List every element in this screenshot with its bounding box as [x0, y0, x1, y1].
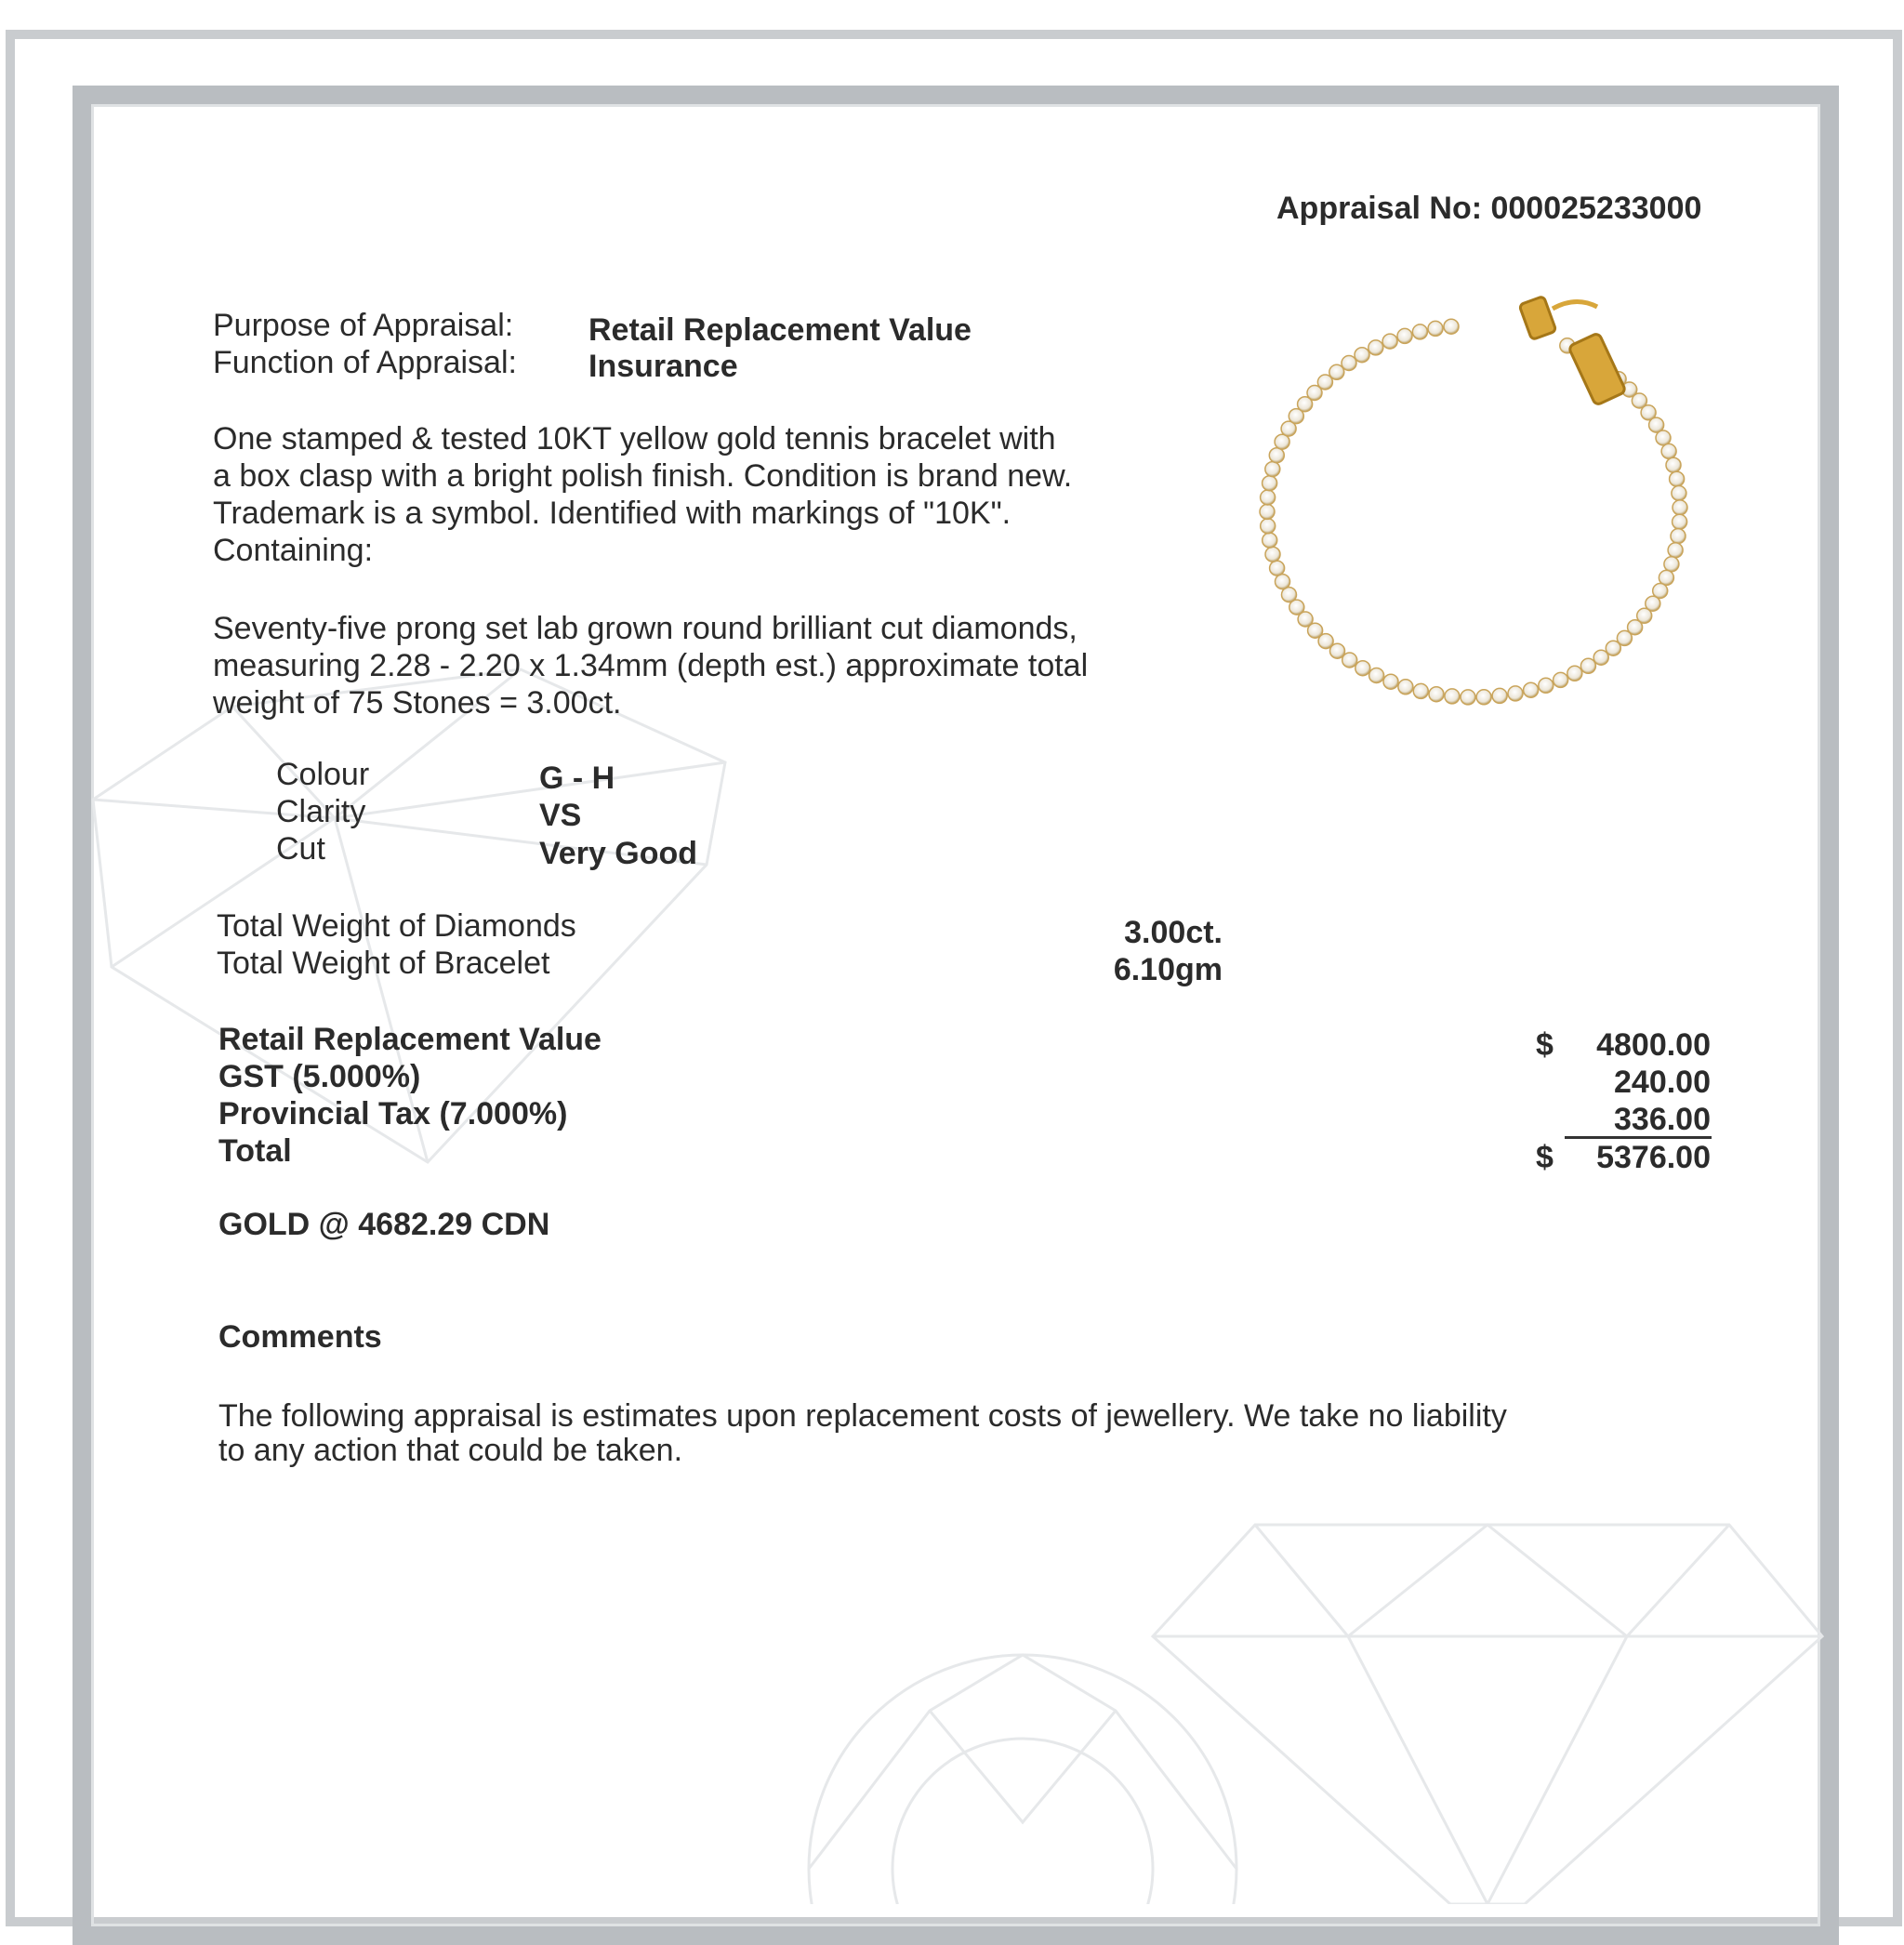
price-value-provincial-tax: 336.00 [1614, 1102, 1711, 1137]
bracelet-stone [1342, 356, 1356, 371]
comments-line: to any action that could be taken. [218, 1433, 683, 1468]
bracelet-stone [1671, 529, 1686, 544]
grading-label-cut: Cut [276, 831, 325, 867]
grading-label-clarity: Clarity [276, 794, 366, 829]
diamonds-line: weight of 75 Stones = 3.00ct. [213, 685, 622, 721]
bracelet-stone [1670, 471, 1685, 486]
bracelet-stone [1368, 340, 1383, 355]
weight-value-diamonds: 3.00ct. [1124, 915, 1223, 950]
bracelet-stone [1508, 686, 1523, 701]
bracelet-stone [1265, 462, 1280, 477]
diamonds-line: measuring 2.28 - 2.20 x 1.34mm (depth est.) approximate total [213, 648, 1089, 683]
bracelet-stone [1580, 658, 1595, 673]
bracelet-stone [1445, 689, 1460, 704]
comments-heading: Comments [218, 1319, 382, 1355]
bracelet-stone [1413, 683, 1428, 698]
bracelet-stone [1461, 690, 1475, 705]
bracelet-stone [1539, 678, 1554, 693]
price-value-retail: 4800.00 [1596, 1027, 1711, 1063]
grading-value-clarity: VS [539, 798, 582, 833]
function-value: Insurance [588, 349, 738, 384]
bracelet-stone [1668, 543, 1683, 558]
watermark-diamond-round [809, 1655, 1236, 1904]
bracelet-stone [1260, 504, 1275, 519]
bracelet-stone [1369, 668, 1384, 683]
price-currency-retail: $ [1536, 1027, 1554, 1063]
bracelet-stone [1265, 547, 1280, 562]
bracelet-stone [1524, 682, 1539, 697]
bracelet-stone [1656, 430, 1671, 445]
bracelet-stone [1355, 661, 1370, 676]
bracelet-stone [1263, 476, 1277, 491]
description-line: Containing: [213, 533, 374, 568]
bracelet-stone [1554, 672, 1568, 687]
bracelet-stone [1444, 319, 1459, 334]
description-line: a box clasp with a bright polish finish. Condition is brand new. [213, 458, 1073, 494]
bracelet-stone [1673, 514, 1687, 529]
purpose-label: Purpose of Appraisal: [213, 308, 514, 343]
diamonds-description [213, 610, 1143, 721]
bracelet-stone [1567, 666, 1582, 681]
comments-line: The following appraisal is estimates upon replacement costs of jewellery. We take no liability [218, 1398, 1507, 1434]
bracelet-stone [1666, 457, 1681, 472]
grading-value-colour: G - H [539, 761, 615, 796]
purpose-value: Retail Replacement Value [588, 312, 972, 348]
bracelet-stone [1355, 348, 1369, 363]
grading-value-cut: Very Good [539, 836, 698, 871]
price-label-gst: GST (5.000%) [218, 1059, 421, 1094]
bracelet-stone [1261, 490, 1276, 505]
weight-label-bracelet: Total Weight of Bracelet [217, 946, 550, 981]
price-value-total: 5376.00 [1596, 1140, 1711, 1175]
price-label-total: Total [218, 1133, 292, 1169]
appraisal-number: Appraisal No: 000025233000 [1276, 191, 1702, 226]
bracelet-stone [1261, 519, 1276, 534]
box-clasp [1519, 296, 1626, 405]
bracelet-stone [1673, 500, 1687, 515]
price-label-retail: Retail Replacement Value [218, 1022, 602, 1057]
bracelet-stone [1397, 328, 1412, 343]
bracelet-stone [1429, 687, 1444, 702]
bracelet-stones [1260, 319, 1687, 705]
bracelet-stone [1664, 557, 1679, 572]
bracelet-stone [1270, 561, 1285, 576]
bracelet-stone [1492, 688, 1507, 703]
description-line: One stamped & tested 10KT yellow gold tennis bracelet with [213, 421, 1056, 456]
gold-price: GOLD @ 4682.29 CDN [218, 1207, 550, 1242]
bracelet-stone [1412, 324, 1427, 339]
bracelet-stone [1593, 650, 1608, 665]
weight-label-diamonds: Total Weight of Diamonds [217, 908, 576, 944]
bracelet-stone [1269, 448, 1284, 463]
price-label-provincial-tax: Provincial Tax (7.000%) [218, 1096, 568, 1131]
bracelet-stone [1398, 680, 1413, 695]
bracelet-stone [1383, 674, 1398, 689]
bracelet-stone [1428, 321, 1443, 336]
weight-value-bracelet: 6.10gm [1113, 952, 1223, 987]
price-value-gst: 240.00 [1614, 1065, 1711, 1100]
item-description [213, 420, 1143, 569]
bracelet-stone [1382, 334, 1397, 349]
watermark-diamond-right [1153, 1525, 1822, 1904]
price-currency-total: $ [1536, 1140, 1554, 1175]
bracelet-stone [1672, 486, 1686, 501]
bracelet-stone [1476, 690, 1491, 705]
bracelet-stone [1661, 443, 1676, 458]
bracelet-stone [1276, 575, 1290, 589]
bracelet-photo [1246, 279, 1701, 734]
function-label: Function of Appraisal: [213, 345, 517, 380]
diamonds-line: Seventy-five prong set lab grown round brilliant cut diamonds, [213, 611, 1078, 646]
grading-label-colour: Colour [276, 757, 370, 792]
description-line: Trademark is a symbol. Identified with markings of "10K". [213, 496, 1012, 531]
bracelet-stone [1263, 533, 1277, 548]
